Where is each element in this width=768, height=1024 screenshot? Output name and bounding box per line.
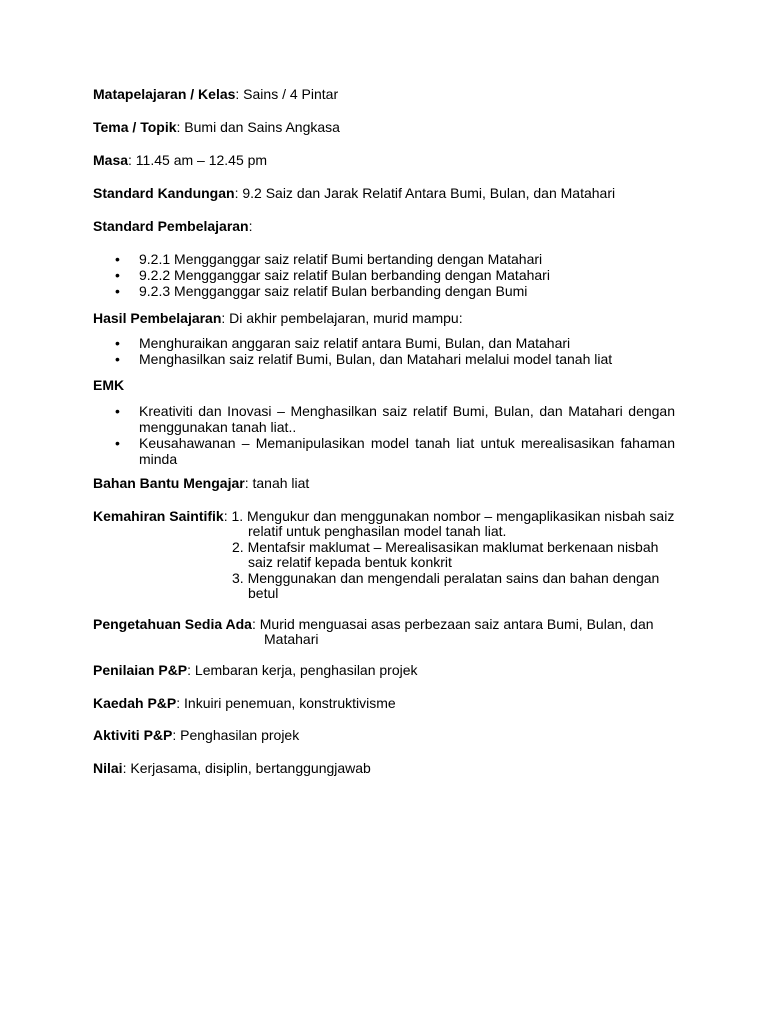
list-item: • 9.2.3 Mengganggar saiz relatif Bulan berbanding dengan Bumi xyxy=(93,283,675,299)
pengetahuan-line2: Matahari xyxy=(264,631,319,647)
emk-label: EMK xyxy=(93,377,125,393)
kaedah-row xyxy=(93,695,396,711)
standard-kandungan-row xyxy=(93,185,615,201)
pengetahuan-line1: : Murid menguasai asas perbezaan saiz antara Bumi, Bulan, dan xyxy=(251,616,654,632)
emk-row xyxy=(93,377,124,393)
list-item: • Menghuraikan anggaran saiz relatif antara Bumi, Bulan, dan Matahari xyxy=(93,335,675,351)
standard-pembelajaran-row xyxy=(93,218,253,234)
kaedah-label: Kaedah P&P xyxy=(93,695,177,711)
standard-pembelajaran-list xyxy=(93,251,675,299)
standard-kandungan-label: Standard Kandungan xyxy=(93,185,235,201)
kemahiran-saintifik-row xyxy=(93,508,674,524)
masa-label: Masa xyxy=(93,152,129,168)
penilaian-value: : Lembaran kerja, penghasilan projek xyxy=(187,662,418,678)
list-item: • Menghasilkan saiz relatif Bumi, Bulan, dan Matahari melalui model tanah liat xyxy=(93,351,675,367)
list-item: • Keusahawanan – Memanipulasikan model tanah liat untuk merealisasikan fahaman minda xyxy=(93,435,675,467)
standard-kandungan-value: : 9.2 Saiz dan Jarak Relatif Antara Bumi, Bulan, dan Matahari xyxy=(234,185,616,201)
matapelajaran-row xyxy=(93,86,338,102)
penilaian-label: Penilaian P&P xyxy=(93,662,188,678)
hasil-pembelajaran-list xyxy=(93,335,675,367)
nilai-row xyxy=(93,760,371,776)
bahan-bantu-label: Bahan Bantu Mengajar xyxy=(93,475,245,491)
aktiviti-label: Aktiviti P&P xyxy=(93,727,173,743)
list-item: • 9.2.2 Mengganggar saiz relatif Bulan berbanding dengan Matahari xyxy=(93,267,675,283)
bahan-bantu-row xyxy=(93,475,309,491)
pengetahuan-row xyxy=(93,616,654,632)
standard-pembelajaran-label: Standard Pembelajaran xyxy=(93,218,249,234)
standard-pembelajaran-value: : xyxy=(248,218,253,234)
tema-row xyxy=(93,119,340,135)
hasil-pembelajaran-row xyxy=(93,310,463,326)
emk-list xyxy=(93,403,675,467)
matapelajaran-value: : Sains / 4 Pintar xyxy=(235,86,339,102)
penilaian-row xyxy=(93,662,418,678)
aktiviti-row xyxy=(93,727,299,743)
kaedah-value: : Inkuiri penemuan, konstruktivisme xyxy=(176,695,396,711)
kemahiran-item3-line1: 3. Menggunakan dan mengendali peralatan sains dan bahan dengan xyxy=(232,570,660,586)
masa-row xyxy=(93,152,267,168)
hasil-pembelajaran-label: Hasil Pembelajaran xyxy=(93,310,222,326)
kemahiran-item1-line1: : 1. Mengukur dan menggunakan nombor – mengaplikasikan nisbah saiz xyxy=(223,508,675,524)
aktiviti-value: : Penghasilan projek xyxy=(172,727,300,743)
pengetahuan-label: Pengetahuan Sedia Ada xyxy=(93,616,252,632)
list-item: • Kreativiti dan Inovasi – Menghasilkan saiz relatif Bumi, Bulan, dan Matahari dengan menggunakan tanah liat.. xyxy=(93,403,675,435)
tema-label: Tema / Topik xyxy=(93,119,177,135)
kemahiran-item2-line1: 2. Mentafsir maklumat – Merealisasikan maklumat berkenaan nisbah xyxy=(232,539,659,555)
nilai-value: : Kerjasama, disiplin, bertanggungjawab xyxy=(122,760,371,776)
kemahiran-item2-line2: saiz relatif kepada bentuk konkrit xyxy=(248,554,452,570)
kemahiran-item3-line2: betul xyxy=(248,585,279,601)
kemahiran-item1-line2: relatif untuk penghasilan model tanah liat. xyxy=(248,523,507,539)
bahan-bantu-value: : tanah liat xyxy=(244,475,310,491)
nilai-label: Nilai xyxy=(93,760,123,776)
kemahiran-saintifik-label: Kemahiran Saintifik xyxy=(93,508,224,524)
masa-value: : 11.45 am – 12.45 pm xyxy=(128,152,268,168)
list-item: • 9.2.1 Mengganggar saiz relatif Bumi bertanding dengan Matahari xyxy=(93,251,675,267)
matapelajaran-label: Matapelajaran / Kelas xyxy=(93,86,236,102)
tema-value: : Bumi dan Sains Angkasa xyxy=(176,119,340,135)
hasil-pembelajaran-value: : Di akhir pembelajaran, murid mampu: xyxy=(221,310,463,326)
